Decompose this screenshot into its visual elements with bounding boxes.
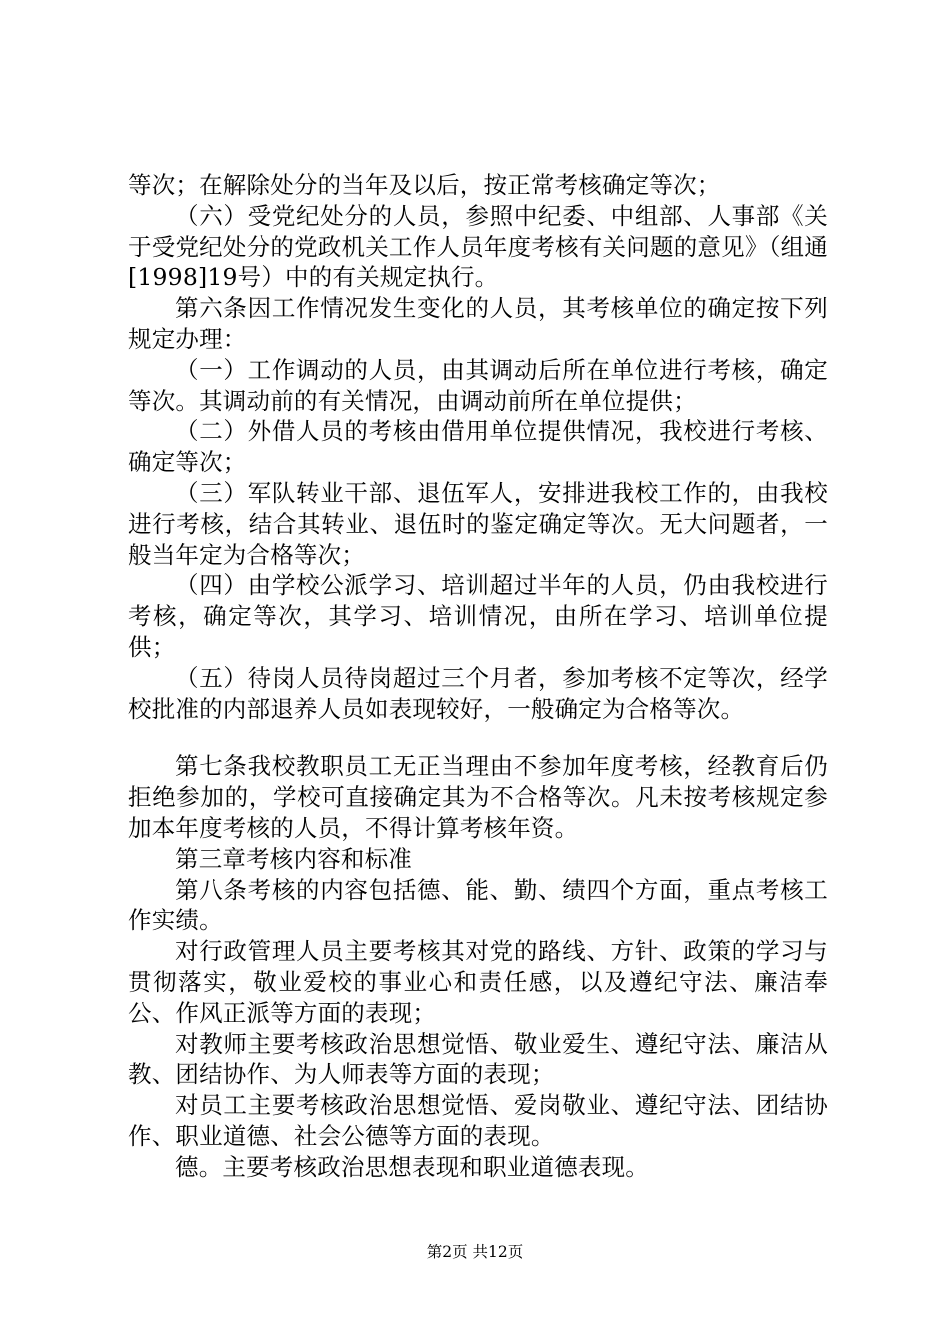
paragraph-admin-staff: 对行政管理人员主要考核其对党的路线、方针、政策的学习与贯彻落实，敬业爱校的事业心和责任感，以及遵纪守法、廉洁奉公、作风正派等方面的表现；: [128, 937, 828, 1027]
document-body: [128, 170, 828, 1183]
paragraph-item-4: （四）由学校公派学习、培训超过半年的人员，仍由我校进行考核，确定等次，其学习、培训情况，由所在学习、培训单位提供；: [128, 571, 828, 661]
page-number-footer: 第2页 共12页: [426, 1243, 524, 1261]
paragraph-item-2: （二）外借人员的考核由借用单位提供情况，我校进行考核、确定等次；: [128, 417, 828, 477]
paragraph-article-8: 第八条考核的内容包括德、能、勤、绩四个方面，重点考核工作实绩。: [128, 875, 828, 935]
paragraph-continuation: 等次；在解除处分的当年及以后，按正常考核确定等次；: [128, 171, 721, 199]
paragraph-item-5: （五）待岗人员待岗超过三个月者，参加考核不定等次，经学校批准的内部退养人员如表现较好，一般确定为合格等次。: [128, 663, 828, 723]
paragraph-morality: 德。主要考核政治思想表现和职业道德表现。: [175, 1152, 649, 1181]
paragraph-workers: 对员工主要考核政治思想觉悟、爱岗敬业、遵纪守法、团结协作、职业道德、社会公德等方面的表现。: [128, 1091, 828, 1150]
paragraph-article-7: 第七条我校教职员工无正当理由不参加年度考核，经教育后仍拒绝参加的，学校可直接确定其为不合格等次。凡未按考核规定参加本年度考核的人员，不得计算考核年资。: [128, 752, 828, 842]
paragraph-item-6: （六）受党纪处分的人员，参照中纪委、中组部、人事部《关于受党纪处分的党政机关工作人员年度考核有关问题的意见》（组通[1998]19号）中的有关规定执行。: [128, 201, 828, 292]
chapter-heading: 第三章考核内容和标准: [175, 844, 412, 873]
paragraph-item-1: （一）工作调动的人员，由其调动后所在单位进行考核，确定等次。其调动前的有关情况，由调动前所在单位提供；: [128, 355, 828, 415]
paragraph-article-6: 第六条因工作情况发生变化的人员，其考核单位的确定按下列规定办理：: [128, 294, 828, 353]
paragraph-item-3: （三）军队转业干部、退伍军人，安排进我校工作的，由我校进行考核，结合其转业、退伍时的鉴定确定等次。无大问题者，一般当年定为合格等次；: [128, 478, 828, 569]
paragraph-teachers: 对教师主要考核政治思想觉悟、敬业爱生、遵纪守法、廉洁从教、团结协作、为人师表等方面的表现；: [128, 1029, 828, 1089]
